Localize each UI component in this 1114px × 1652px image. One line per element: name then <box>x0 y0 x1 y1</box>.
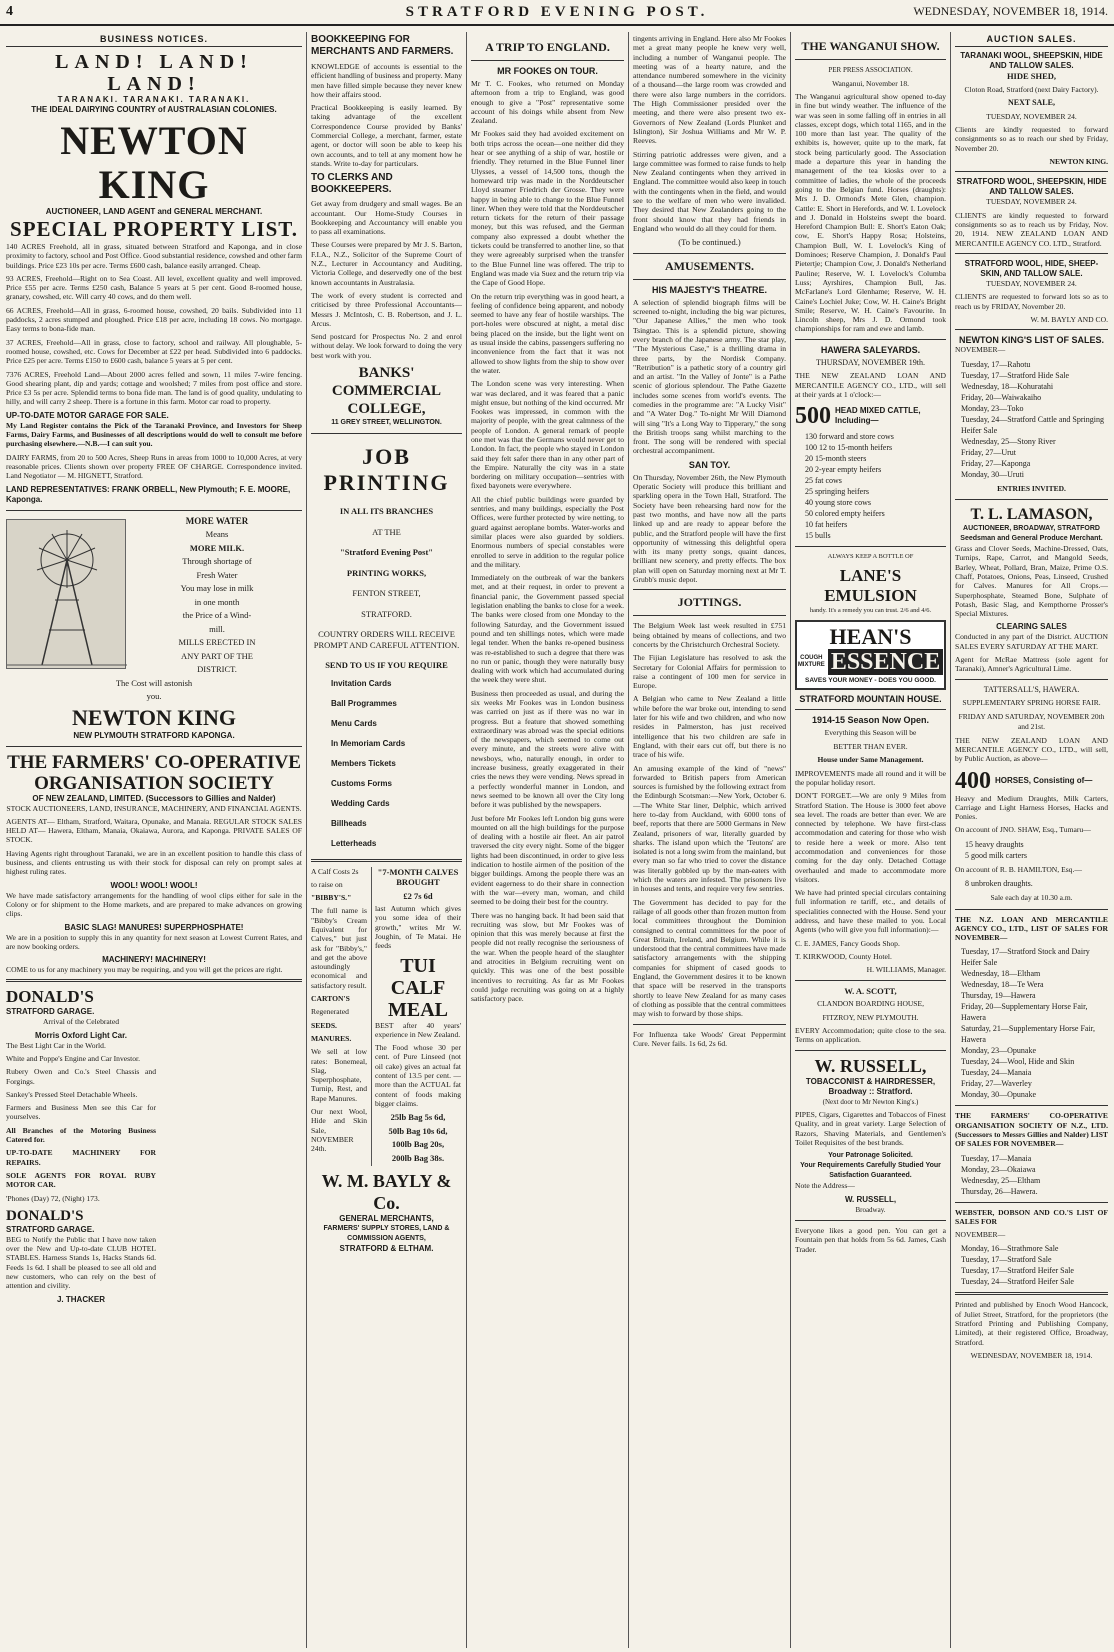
calf-left-line: MANURES. <box>311 1033 352 1043</box>
russell-text: PIPES, Cigars, Cigarettes and Tobaccos of Finest Quality, and in great variety. Large Selection of Razors, Shaving Materials, and Gentlemen's Toilet Requisites of the best brands. <box>795 1110 946 1148</box>
horses-label: HORSES, Consisting of— <box>995 775 1093 785</box>
bookkeeping-title: BOOKKEEPING FOR MERCHANTS AND FARMERS. <box>311 34 454 57</box>
calf-word: CALF <box>390 976 446 999</box>
column-wanganui-show <box>795 34 946 1646</box>
show-place: Wanganui, November 18. <box>832 78 909 88</box>
farmers-list-title: THE FARMERS' CO-OPERATIVE ORGANISATION SOCIETY OF N.Z., LTD. (Successors to Messrs Gillies and Nalder) LIST OF SALES FOR NOVEMBER— <box>955 1111 1108 1149</box>
column-rule <box>306 32 307 1648</box>
san-toy-title: SAN TOY. <box>688 459 731 470</box>
banks-college: BANKS' COMMERCIAL COLLEGE, <box>331 365 442 418</box>
water-line: MORE MILK. <box>189 542 245 553</box>
sale-item: Wednesday, 18—Kohuratahi <box>961 381 1054 391</box>
calf-right-line: BEST after 40 years' experience in New Zealand. <box>375 1020 461 1039</box>
horses-list-2 <box>965 878 1108 889</box>
theatre-text: A selection of splendid biograph films will be screened to-night, including the big war pictures, "Our Japanese Allies," the men who took Tsingtao. This is a splendid picture, showing every branch of the Japanese army. The star play, "The Mysterious Case," is a thrilling drama in three parts, by the Nordisk Company. "Retribution" is a pathetic story of a country girl and an artist. "In the Valley of Jonte" is a Pathe scenic of glorious splendour. The Pathe Gazette includes some scenes from world's events. The comedies in the programme are: "A Lucky Visit" and "A Water Dog." To-night Mr Will Diamond will sing "It's a Long Way to Tipperary," the song the British troops sang whilst marching to the front. The song will be rendered with special orchestral accompaniment. <box>633 297 786 456</box>
stratford-wool2-title: STRATFORD WOOL, HIDE, SHEEP-SKIN, AND TALLOW SALE. <box>964 258 1099 278</box>
dairy-line: THE IDEAL DAIRYING COUNTRY of AUSTRALASIAN COLONIES. <box>31 105 277 114</box>
newton-king-sales <box>961 359 1108 480</box>
land-register: My Land Register contains the Pick of the Taranaki Province, and Investors for Sheep Farms, Dairy Farms, and Businesses of all descriptions would do well to consult me before purchasing elsewhere.—N.B.—I can suit you. <box>6 420 302 449</box>
dairy-farms: DAIRY FARMS, from 20 to 500 Acres, Sheep Runs in areas from 1000 to 10,000 Acres, at very reasonable prices. Clients shown over property FREE OF CHARGE. Correspondence invited. Land Negotiator — M. HIGNETT, Stratford. <box>6 452 302 481</box>
garage-heading: STRATFORD GARAGE. <box>6 1007 95 1017</box>
next-sale-date: TUESDAY, NOVEMBER 24. <box>986 111 1077 121</box>
bayly-sig: W. M. BAYLY AND CO. <box>1030 314 1108 324</box>
machinery-text: COME to us for any machinery you may be requiring, and you will get the prices are right. <box>6 965 283 975</box>
job-item: Ball Programmes <box>331 698 397 708</box>
sale-item: Wednesday, 18—Te Wera <box>961 980 1044 990</box>
trip-paragraph: Mr Fookes said they had avoided excitement on both trips across the ocean—one neither did they hear or see anything of a ship of war, hostile or friendly. They returned in the Blue Funnel liner Ulysses, a vessel of 14,500 tons, though the homeward trip was made in the Norddeutscher Lloyd steamer Friedrich der Grosse. They were happy in being able to change to the Blue Funnel liner. When they were told that the Norddeutscher return tickets for the return of their passage money, but this was refused, and the German company also expressed a doubt whether the tickets could be transferred to another line, so that they were agreeably surprised when the transfer to the Blue Funnel line was offered. The trip to England was made via Suez and the return trip via the Cape of Good Hope. <box>471 129 624 288</box>
water-line: You may lose in milk <box>180 583 254 594</box>
water-line: Through shortage of <box>182 556 252 567</box>
scott-location: FITZROY, NEW PLYMOUTH. <box>822 1012 919 1022</box>
trip-title: A TRIP TO ENGLAND. <box>485 40 610 54</box>
listing: 66 ACRES, Freehold—All in grass, 6-roomed house, cowshed, 20 bails. Subdivided into 11 paddocks, 2 acres stumped and ploughed. Price £18 per acre, including 18 cows. No mortgage. Easy terms to bona-fide man. <box>6 305 302 334</box>
lanes-emulsion: LANE'S EMULSION <box>824 565 917 605</box>
horses-account: On account of JNO. SHAW, Esq., Tumaru— <box>955 825 1091 835</box>
sale-item: Monday, 23—Okaiawa <box>961 1164 1036 1174</box>
russell-name: W. RUSSELL, <box>814 1055 927 1076</box>
bookkeeping-text: KNOWLEDGE of accounts is essential to the efficient handling of business and property. Many men have filled simple because they never knew how their affairs stood. <box>311 62 462 99</box>
agent-text: Agent for McRae Mattress (sole agent for Taranaki), Amner's Agricultural Lime. <box>955 655 1108 674</box>
sale-item: Tuesday, 24—Wool, Hide and Skin <box>961 1057 1075 1067</box>
calf-left-line: CARTON'S <box>311 994 350 1004</box>
water-line: Fresh Water <box>196 569 238 580</box>
coop-text: Having Agents right throughout Taranaki, we are in an excellent position to handle this class of business, and clients entrusting us with their stock for disposal can rely on prompt sales at highest ruling rates. <box>6 848 302 877</box>
wool-text: We have made satisfactory arrangements for the handling of wool clips either for sale in the Colony or for shipment to the Home markets, and are prepared to make advances on growing clips. <box>6 890 302 919</box>
calf-right-line: "7-MONTH CALVES BROUGHT <box>377 866 459 888</box>
property-list-title: SPECIAL PROPERTY LIST. <box>10 217 298 241</box>
heans-sub: COUGH MIXTURE <box>797 655 825 669</box>
show-text: The Wanganui agricultural show opened to-day in fine but windy weather. The influence of the war was seen in some falling off in entries in all classes, except dogs, which total 1165, and in the 100 more than last year. The quality of the exhibits is, however, quite up to the mark, fat stock being particularly good. The Association made a departure this year in handing the management of the tea kiosks over to a committee of ladies, the whole of the proceeds going to the Belgian fund. Horses (draughts): Mrs J. D. Ormond's Mete Glen, champion. Cattle: E. Short in Herefords, and W. I. Lovelock and J. Donald in Holsteins swept the board. Hereford Champion Bull: E. Short's Eaton Oak; cow, E. Short's Happy Rosa; Holsteins, Champion Bull, W. I. Lovelock's King of Dominoes; Reserve Champion, J. Donald's Paul Pietertje; Champion Cow, J. Donald's Netherland Pauline; Reserve, W. I. Lovelock's Columba Luss; Ayrshires, Champion Bull, Jas. McFarlane's Lord Glenhame; Reserve, W. H. Caine's Lochiel Juke; Cow, W. H. Caine's Bright Smile; Reserve, W. H. Caine's Favourite. In Lincoln sheep, Mrs J. D. Ormond took championships for ram and ewe and lamb. <box>795 92 946 334</box>
horse-item: 8 unbroken draughts. <box>965 879 1033 888</box>
stratford-wool-title: STRATFORD WOOL, SHEEPSKIN, HIDE AND TALLOW SALES. <box>956 177 1107 197</box>
bookkeeping-text: Practical Bookkeeping is easily learned. By taking advantage of the excellent Correspondence Course provided by Banks' Commercial College, a merchant, farmer, estate agent, or doctor will soon be able to keep his own accounts, and to tell at any moment how he stands. Write to-day for particulars. <box>311 103 462 168</box>
horses-text: Heavy and Medium Draughts, Milk Carters, Carriage and Light Harness Horses, Hacks and Ponies. <box>955 793 1108 822</box>
fountain-pen-ad: Everyone likes a good pen. You can get a Fountain pen that holds from 5s 6d. James, Cash Trader. <box>795 1226 946 1254</box>
mountain-line: H. WILLIAMS, Manager. <box>866 965 946 975</box>
tattersall-title: TATTERSALL'S, HAWERA. <box>983 684 1080 694</box>
sale-item: Tuesday, 24—Stratford Heifer Sale <box>961 1277 1074 1287</box>
job-item: Invitation Cards <box>331 678 392 688</box>
machinery-heading: MACHINERY! MACHINERY! <box>102 955 206 965</box>
slag-text: We are in a position to supply this in any quantity for next season at Lowest Current Rates, and are now booking orders. <box>6 932 302 951</box>
russell-next: (Next door to Mr Newton King's.) <box>822 1097 919 1106</box>
water-line: MORE WATER <box>185 515 249 526</box>
season-open: 1914-15 Season Now Open. <box>811 715 930 726</box>
donald-text: SOLE AGENTS FOR ROYAL RUBY MOTOR CAR. <box>6 1170 156 1190</box>
donald-text: 'Phones (Day) 72, (Night) 173. <box>6 1193 100 1203</box>
sale-item: Friday, 27—Urut <box>961 447 1017 457</box>
bayly-subtitle: GENERAL MERCHANTS, <box>339 1214 434 1224</box>
clerks-text: The work of every student is corrected and criticised by three Professional Accountants—Messrs J. McIntosh, C. B. Robertson, and J. L. Arcus. <box>311 290 462 328</box>
imprint-date: WEDNESDAY, NOVEMBER 18, 1914. <box>970 1350 1093 1360</box>
lane-note: handy. It's a remedy you can trust. 2/6 and 4/6. <box>809 606 932 614</box>
job-printing-title: JOB PRINTING <box>323 444 450 496</box>
column-bookkeeping <box>311 34 462 1646</box>
jottings-title: JOTTINGS. <box>677 595 742 610</box>
job-line: SEND TO US IF YOU REQUIRE <box>325 660 448 671</box>
water-line: mill. <box>209 623 225 634</box>
page-number: 4 <box>6 4 13 19</box>
calf-left-line: Regenerated <box>311 1007 349 1017</box>
stratford-wool-text: CLIENTS are kindly requested to forward consignments so as to reach us by Friday, Nov. 20, 1914. NEW ZEALAND LOAN AND MERCANTILE AGENCY CO. LTD., Stratford. <box>955 210 1108 248</box>
newspaper-title: STRATFORD EVENING POST. <box>405 4 709 20</box>
job-items <box>331 674 462 854</box>
listing: 37 ACRES, Freehold—All in grass, close to factory, school and railway. All ploughable, 5-roomed house, cowshed, etc. Cows for December at £22 per head. Subdivided into 6 paddocks. Price £25 per acre. Terms £150 to £600 cash, balance 5 years at 5 per cent. <box>6 337 302 366</box>
newton-king-towns: NEW PLYMOUTH STRATFORD KAPONGA. <box>73 730 235 740</box>
jotting: The Government has decided to pay for the railage of all goods other than frozen mutton from local committees throughout the Dominion consigned to central committees for the poor of Great Britain, Ireland, and Belgium. While it is understood that the central committees have made satisfactory arrangements with the shipping companies for shipment of cased goods to England, the Government desires it to be known that space will be reserved in the transports shortly to leave New Zealand for as many cases of clothing as possible that the central committees may wish to forward by those ships. <box>633 897 786 1019</box>
cattle-item: 50 colored empty heifers <box>805 509 885 519</box>
webster-title: WEBSTER, DOBSON AND CO.'S LIST OF SALES FOR <box>955 1207 1108 1226</box>
heans-brand: HEAN'S <box>829 624 912 650</box>
sale-item: Thursday, 19—Hawera <box>961 991 1036 1001</box>
donald-text: Sankey's Pressed Steel Detachable Wheels. <box>6 1089 138 1099</box>
column-rule <box>466 32 467 1648</box>
listing: 93 ACRES, Freehold—Right on to Sea Coast. All level, excellent quality and well improved. Price £55 per acre. Terms £250 cash, Balance 5 years at 5 per cent. Good 8-roomed house, granary, cowshed, etc. Will carry 40 cows, and do them well. <box>6 273 302 302</box>
bayly-subtitle-3: STRATFORD & ELTHAM. <box>339 1244 434 1254</box>
section-header: BUSINESS NOTICES. <box>6 34 302 47</box>
firm-description: AUCTIONEER, LAND AGENT and GENERAL MERCHANT. <box>45 207 263 216</box>
trip-paragraph: On the return trip everything was in good heart, a feeling of confidence being apparent, and nobody seemed to have any fear of hostile warships. The port-holes were obscured at night, a metal disc being placed on the inside, but the light went on as usual inside the cabins, passengers suffering no inconvenience from the fact that it was not allowed to show lights from the ship to show over the water. <box>471 291 624 375</box>
scott-text: EVERY Accommodation; quite close to the sea. Terms on application. <box>795 1026 946 1045</box>
sale-item: Friday, 20—Supplementary Horse Fair, Hawera <box>961 1002 1088 1023</box>
sale-item: Tuesday, 17—Rahotu <box>961 359 1031 369</box>
nz-loan-sales <box>961 946 1108 1100</box>
column-auction-sales <box>955 34 1108 1646</box>
mountain-line: IMPROVEMENTS made all round and it will be the popular holiday resort. <box>795 768 946 787</box>
sale-item: Saturday, 21—Supplementary Horse Fair, Hawera <box>961 1024 1096 1045</box>
next-sale: NEXT SALE, <box>1008 98 1055 107</box>
meal-word: MEAL <box>388 998 448 1021</box>
russell-address-label: Note the Address— <box>795 1181 855 1191</box>
job-item: Letterheads <box>331 838 377 848</box>
water-line: you. <box>146 691 162 702</box>
clearing-sales: CLEARING SALES <box>996 622 1067 632</box>
cattle-list <box>805 431 946 541</box>
taranaki-line: TARANAKI. TARANAKI. TARANAKI. <box>57 95 251 104</box>
supp-text: THE NEW ZEALAND LOAN AND MERCANTILE AGENCY CO., LTD., will sell, by Public Auction, as above— <box>955 735 1108 764</box>
nz-loan-text: THE NEW ZEALAND LOAN AND MERCANTILE AGENCY CO., LTD., will sell at their yards at 1 o'clock:— <box>795 371 946 399</box>
job-item: Billheads <box>331 818 367 828</box>
russell-place: Broadway :: Stratford. <box>828 1086 913 1096</box>
sale-item: Friday, 20—Waiwakaiho <box>961 392 1042 402</box>
bayly-title: W. M. BAYLY & Co. <box>321 1171 452 1214</box>
donald-text: UP-TO-DATE MACHINERY FOR REPAIRS. <box>6 1148 156 1167</box>
column-rule <box>628 32 629 1648</box>
donald-text: White and Poppe's Engine and Car Investor. <box>6 1053 141 1063</box>
sale-item: Monday, 23—Opunake <box>961 1046 1037 1056</box>
water-line: in one month <box>194 596 240 607</box>
donald-text: Farmers and Business Men see this Car for yourselves. <box>6 1103 156 1122</box>
newton-king-list-title: NEWTON KING'S LIST OF SALES. <box>959 335 1104 346</box>
job-item: Customs Forms <box>331 778 392 788</box>
sale-item: Tuesday, 17—Stratford Stock and Dairy Heifer Sale <box>961 947 1090 968</box>
horses-list <box>965 839 1108 861</box>
cattle-item: 25 fat cows <box>805 476 842 486</box>
price-line: 50lb Bag 10s 6d, <box>388 1125 448 1136</box>
trip-paragraph: There was no hanging back. It had been said that recruiting was slow, but Mr Fookes was of opinion that this was merely because at first the people did not really recognise the seriousness of the war. When the people heard of the slaughter and atrocities in Belgium recruiting went on quickly. This was one of the best possible incentives to recruiting. As far as Mr Fookes could judge recruiting was going on at a highly satisfactory pace. <box>471 910 624 1004</box>
essence-word: ESSENCE <box>828 649 943 675</box>
coop-subtitle: OF NEW ZEALAND, LIMITED. (Successors to Gillies and Nalder) <box>32 793 276 803</box>
mountain-line: T. KIRKWOOD, County Hotel. <box>795 951 892 961</box>
column-rule <box>950 32 951 1648</box>
bayly-subtitle-2: FARMERS' SUPPLY STORES, LAND & COMMISSION AGENTS, <box>323 1225 450 1243</box>
clerks-text: Send postcard for Prospectus No. 2 and enrol without delay. We look forward to doing the very best work with you. <box>311 332 462 360</box>
scott-name: W. A. SCOTT, <box>844 985 897 996</box>
cattle-item: 25 springing heifers <box>805 487 869 497</box>
donald-text: Rubery Owen and Co.'s Steel Chassis and Forgings. <box>6 1067 156 1086</box>
sale-item: Tuesday, 17—Stratford Sale <box>961 1255 1052 1265</box>
cattle-item: 20 15-month steers <box>805 454 867 464</box>
horse-item: 5 good milk carters <box>965 850 1027 860</box>
hide-text: Clients are kindly requested to forward consignments so as to reach our shed by Friday, November 20. <box>955 125 1108 153</box>
sale-item: Tuesday, 17—Stratford Heifer Sale <box>961 1266 1074 1276</box>
webster-sales <box>961 1243 1108 1287</box>
job-line: AT THE <box>372 526 401 537</box>
sale-item: Monday, 30—Opunake <box>961 1090 1037 1100</box>
job-item: In Memoriam Cards <box>331 738 406 748</box>
windmill-ad <box>6 516 302 705</box>
newton-king-signature: NEWTON KING <box>71 704 236 730</box>
calf-left-line: Our next Wool, Hide and Skin Sale, NOVEMBER 24th. <box>311 1107 367 1154</box>
jotting: The Fijian Legislature has resolved to ask the Secretary for Colonial Affairs for permission to raise a contingent of 100 men for service in Europe. <box>633 653 786 691</box>
calf-left-line: A Calf Costs 2s <box>311 866 359 876</box>
newton-king-title: NEWTON KING <box>60 118 248 207</box>
mountain-line: House under Same Management. <box>817 755 924 765</box>
to-be-continued: (To be continued.) <box>678 237 741 248</box>
mountain-house-title: STRATFORD MOUNTAIN HOUSE. <box>799 694 942 705</box>
calf-left-line: The full name is "Bibby's Cream Equivalent for Calves," but just ask for "Bibby's," and get the above astoundingly economical and satisfactory result. <box>311 906 367 990</box>
cattle-item: 20 2-year empty heifers <box>805 465 882 475</box>
trip-subtitle: MR FOOKES ON TOUR. <box>497 66 598 76</box>
russell-signature: W. RUSSELL, <box>844 1194 897 1204</box>
stratford-wool2-date: TUESDAY, NOVEMBER 24. <box>986 278 1077 288</box>
newton-king-month: NOVEMBER— <box>955 345 1006 355</box>
column-rule <box>790 32 791 1648</box>
wool-heading: WOOL! WOOL! WOOL! <box>110 880 198 890</box>
sale-item: Tuesday, 17—Manaia <box>961 1153 1032 1163</box>
donalds-title-2: DONALD'S <box>6 1207 84 1224</box>
mountain-line: Everything this Season will be <box>824 728 917 738</box>
calf-right-line: £2 7s 6d <box>403 890 433 901</box>
water-line: ANY PART OF THE <box>181 650 253 661</box>
job-line: PRINTING WORKS, <box>346 567 427 578</box>
price-line: 200lb Bag 38s. <box>391 1152 445 1163</box>
russell-patronage: Your Patronage Solicited. <box>828 1152 913 1160</box>
head-count: 500 <box>795 403 831 430</box>
land-banner: LAND! LAND! LAND! <box>55 51 253 95</box>
amusements-title: AMUSEMENTS. <box>664 258 754 273</box>
clerks-title: TO CLERKS AND BOOKKEEPERS. <box>311 172 393 196</box>
mountain-line: DON'T FORGET.—We are only 9 Miles from Stratford Station. The House is 3000 feet above sea level. The roads are better than ever. We are connected by telephone. We have first-class accommodation and catering for those who wish to reside here a week or more. Also tent accommodation and conveniences for those coming for the day only. Detached Cottage overhauled and made to accommodate more visitors. <box>795 791 946 884</box>
water-line: MILLS ERECTED IN <box>178 637 256 648</box>
job-line: COUNTRY ORDERS WILL RECEIVE PROMPT AND CAREFUL ATTENTION. <box>313 629 460 650</box>
head-label: HEAD MIXED CATTLE, Including— <box>835 406 921 426</box>
slag-heading: BASIC SLAG! MANURES! SUPERPHOSPHATE! <box>64 922 244 932</box>
windmill-illustration <box>6 519 126 669</box>
wool-sales-title: TARANAKI WOOL, SHEEPSKIN, HIDE AND TALLOW SALES. <box>960 51 1103 70</box>
sale-item: Monday, 16—Strathmore Sale <box>961 1244 1059 1254</box>
water-line: The Cost will astonish <box>115 677 193 688</box>
oxford-line: Morris Oxford Light Car. <box>34 1030 127 1040</box>
jotting: A Belgian who came to New Zealand a little while before the war broke out, intending to send later for his wife and two children, and who now resides in Palmerston, has just received intelligence that his two children are safe in England, with their ears cut off, but there is no trace of his wife. <box>633 694 786 760</box>
lamason-text: Grass and Clover Seeds, Machine-Dressed, Oats, Turnips, Rape, Carrot, and Mangold Seeds, Barley, Wheat, Pollard, Bran, Maize, Prime O.S. Chaff, Potatoes, Onions, Peas, Linseed, Crushed for Calves. Manures for All Crops.—Superphosphate, Steamed Bone, Sulphate of Potash, Basic Slag, and Kempthorne Prosser's Special Mixtures. <box>955 544 1108 619</box>
coop-description: STOCK AUCTIONEERS, LAND, INSURANCE, MACHINERY, AND FINANCIAL AGENTS. <box>6 803 302 813</box>
job-item: Members Tickets <box>331 758 396 768</box>
lamason-sub: AUCTIONEER, BROADWAY, STRATFORD <box>963 525 1100 533</box>
stables-notice: BEG to Notify the Public that I have now taken over the New and Up-to-date CLUB HOTEL STABLES. Harness Stands 1s, Hacks Stands 6d. Feeds 1s 6d. I shall be pleased to see all old and new customers, who can rely on the best of attention and civility. <box>6 1234 156 1291</box>
sale-date: THURSDAY, NOVEMBER 19th. <box>816 357 925 367</box>
theatre-title: HIS MAJESTY'S THEATRE. <box>652 284 767 295</box>
show-byline: PER PRESS ASSOCIATION. <box>828 66 913 74</box>
trip-paragraph: Immediately on the outbreak of war the bankers met, and at their request, in order to prevent a financial panic, the Government passed special legislation enabling the banks to close for a week. The banks were closed from one Monday to the following Saturday, and the Government issued pound and ten shillings notes, which were made legal tender. When the banks re-opened business was re-established to such a degree that there was no run or panic, though they were naturally busy dealing with work which had accumulated during the week they were shut. <box>471 573 624 685</box>
tui-calf-meal-ad <box>371 867 461 1167</box>
saleyards-title: HAWERA SALEYARDS. <box>820 344 921 355</box>
russell-requirements: Your Requirements Carefully Studied Your Satisfaction Guaranteed. <box>800 1162 941 1180</box>
trip-paragraph: Business then proceeded as usual, and during the six weeks Mr Fookes was in London business was carried on just as if there was no war in progress. But a feature that showed something extraordinary was abroad was the special editions of the newspapers, which seemed to come out every minute, and the streets were alive with newsboys, who, naturally enough, in order to increase business, greatly exaggerated in their cries the news they were vending. News spread in a perfectly wonderful manner in London, and news seemed to be known all over the City long before it was published by the newspapers. <box>471 688 624 810</box>
trip-paragraph: Just before Mr Fookes left London big guns were mounted on all the high buildings for the purpose of dealing with a hostile air fleet. An air patrol traversed the city every night. Some of the bigger lights had been discontinued, in order to give less indication to hostile airmen of the position of the bigger buildings. Among the people there was an evident eagerness to do their share in connection with the war—every man, woman, and child seemed to be doing their best for the country. <box>471 813 624 907</box>
hide-shed: HIDE SHED, <box>1006 71 1057 81</box>
calf-left-line: We sell at low rates: Bonemeal, Slag, Superphosphate, Turnip, Rest, and Rape Manures. <box>311 1047 367 1103</box>
listing: 7376 ACRES, Freehold Land—About 2000 acres felled and sown, 11 miles 7-wire fencing. Good shearing plant, dip and yards; cottage and woolshed; 7 miles from post office and store. Price £3 5s per acre. Splendid terms to bona fide man. The land is of good quality, undulating to hilly, and will carry 2 sheep. There is a fortune in this farm. Motor car road to property. <box>6 369 302 407</box>
column-trip-to-england <box>471 34 624 1646</box>
newton-king-sig: NEWTON KING. <box>1049 156 1108 166</box>
sale-item: Tuesday, 24—Manaia <box>961 1068 1032 1078</box>
sale-item: Wednesday, 25—Stony River <box>961 436 1056 446</box>
trip-continued: Stirring patriotic addresses were given, and a large committee was formed to raise funds to help New Zealand contingents when they arrived in England. The committee would also keep in touch with the contingents when in the field, and would see to the welfare of men who were invalided. They desired that New Zealanders going to the front should know that they had friends in England who would do all they could for them. <box>633 149 786 233</box>
calf-left-line: to raise on <box>311 879 343 889</box>
supp-title: SUPPLEMENTARY SPRING HORSE FAIR. <box>962 698 1101 708</box>
horse-item: 15 heavy draughts <box>965 839 1024 849</box>
horses-count: 400 <box>955 767 991 794</box>
mountain-line: We have had printed special circulars containing full information re tariff, etc., and details of specialities connected with the House. Send your address, and have these mailed to you. Local Agents (who will give you full information):— <box>795 888 946 935</box>
water-line: the Price of a Wind- <box>182 610 252 621</box>
imprint: Printed and published by Enoch Wood Hancock, of Juliet Street, Stratford, for the proprietors (the Stratford Printing and Publishing Company, Limited), at their registered Office, Broadway, Stratford. <box>955 1300 1108 1347</box>
arrival-line: Arrival of the Celebrated <box>42 1017 120 1027</box>
water-line: DISTRICT. <box>197 664 237 675</box>
column-business-notices <box>6 34 302 1646</box>
stratford-wool2-text: CLIENTS are requested to forward lots so as to reach us by FRIDAY, November 20. <box>955 292 1108 311</box>
sale-item: Friday, 27—Kaponga <box>961 458 1031 468</box>
farmers-sales <box>961 1153 1108 1197</box>
supp-date: FRIDAY AND SATURDAY, NOVEMBER 20th and 21st. <box>958 711 1105 732</box>
trip-paragraph: The London scene was very interesting. When war was declared, and it was feared that a panic might ensue, but nothing of the kind occurred. Mr Fookes was impressed, in common with the majority of people, with the great calmness of the people of London. A general remark of people one met was that the Germans would never get to London. In fact, the people who stayed in London said they felt safer there than in any other part of the Empire. Naturally the city was in a state bordering on military occupation—sentries with fixed bayonets were everywhere. <box>471 379 624 491</box>
listing: 140 ACRES Freehold, all in grass, situated between Stratford and Kaponga, and in close proximity to factory, school and Post Office. Good substantial residence, cowshed and other farm buildings. Price £23 10s per acre. Terms £600 cash, balance easily arranged. Cheap. <box>6 242 302 270</box>
san-toy-text: On Thursday, November 26th, the New Plymouth Operatic Society will produce this brilliant and sparkling opera in the Town Hall, Stratford. The Society have been rehearsing hard now for the past two months, and have now all the parts linked up and are ready to appear before the public, and the Stratford people will have the first opportunity of witnessing this delightful opera with its many pretty songs, quaint dances, brilliant new scenery, and pretty effects. The box plan will open on Saturday morning next at Mr T. Grubb's music depot. <box>633 472 786 585</box>
lane-tagline: ALWAYS KEEP A BOTTLE OF <box>827 553 914 561</box>
sale-item: Monday, 23—Toko <box>961 403 1024 413</box>
heans-tagline: SAVES YOUR MONEY - DOES YOU GOOD. <box>805 677 936 685</box>
water-line: Means <box>205 529 229 540</box>
scott-house: CLANDON BOARDING HOUSE, <box>817 999 924 1009</box>
calf-left-line: "BIBBY'S." <box>311 893 352 903</box>
sale-item: Monday, 30—Uruti <box>961 469 1025 479</box>
donald-text: The Best Light Car in the World. <box>6 1040 106 1050</box>
calf-left-line: SEEDS. <box>311 1020 337 1030</box>
sale-item: Friday, 27—Waverley <box>961 1079 1032 1089</box>
cattle-item: 10 fat heifers <box>805 520 848 530</box>
banks-address: 11 GREY STREET, WELLINGTON. <box>331 419 442 427</box>
heans-essence-ad <box>795 620 946 690</box>
russell-broadway: Broadway. <box>855 1205 886 1214</box>
issue-date: WEDNESDAY, NOVEMBER 18, 1914. <box>913 4 1108 18</box>
trip-continued: tingents arriving in England. Here also Mr Fookes met a great many people he knew very well, including a number of Wanganui people. The meeting was of a hearty nature, and the attendance numbered somewhere in the vicinity of a thousand—the large room was crowded and there were also large numbers in the corridors. The High Commissioner presided over the meeting, and there were also present two ex-Governors of New Zealand (Lords Plunket and Islington), Sir Joshua Williams and Mr W. P. Reeves. <box>633 34 786 146</box>
coop-title: THE FARMERS' CO-OPERATIVE ORGANISATION SOCIETY <box>7 751 301 794</box>
calf-right-line: The Food whose 30 per cent. of Pure Linseed (not oil cake) gives an actual fat content of 13.5 per cent. —more than the ACTUAL fat content of foods making bigger claims. <box>375 1043 461 1108</box>
sale-item: Tuesday, 17—Stratford Hide Sale <box>961 370 1070 380</box>
section-header: AUCTION SALES. <box>955 34 1108 47</box>
tui-word: TUI <box>400 954 436 977</box>
job-item: Menu Cards <box>331 718 377 728</box>
jotting: An amusing example of the kind of "news" forwarded to British papers from American sources is furnished by the following extract from the Edinburgh Scotsman:—New York, October 6.—The White Star liner, Delphic, which arrived here to-day from Auckland, with 6000 tons of beef, reports that there are 5000 Germans in New Zealand, prisoners of war, literally guarded by sharks. The island upon which the 'Teutons' are isolated is not a long swim from the mainland, but every man so far who tried to cover the distance was literally gobbled up by the man-eaters with which the waters are infested. The prisoners live in houses and tents, and require very few sentries. <box>633 763 786 894</box>
cattle-item: 130 forward and store cows <box>805 432 894 442</box>
job-line: STRATFORD. <box>361 608 412 619</box>
clearing-text: Conducted in any part of the District. AUCTION SALES EVERY SATURDAY AT THE MART. <box>955 632 1108 651</box>
price-line: 100lb Bag 20s, <box>391 1139 445 1150</box>
entries-invited: ENTRIES INVITED. <box>997 483 1066 493</box>
land-representatives: LAND REPRESENTATIVES: FRANK ORBELL, New Plymouth; F. E. MOORE, Kaponga. <box>6 484 291 504</box>
horses-account-2: On account of R. B. HAMILTON, Esq.— <box>955 864 1082 874</box>
bibbys-ad <box>311 867 367 1167</box>
sale-item: Thursday, 26—Hawera. <box>961 1186 1038 1196</box>
lamason-name: T. L. LAMASON, <box>970 506 1093 524</box>
cattle-item: 100 12 to 15-month heifers <box>805 443 893 453</box>
masthead <box>0 0 1114 26</box>
clerks-text: Get away from drudgery and small wages. Be an accountant. Our Home-Study Courses in Bookkeeping and Accountancy will enable you to pass all examinations. <box>311 199 462 237</box>
webster-month: NOVEMBER— <box>955 1230 1006 1240</box>
stratford-wool-date: TUESDAY, NOVEMBER 24. <box>986 197 1077 207</box>
jotting: The Belgium Week last week resulted in £751 being obtained by means of collections, and two concerts by the Christchurch Orchestral Society. <box>633 621 786 649</box>
calf-right-line: last Autumn which gives you some idea of their growth," writes Mr W. Joughin, of Te Matai. He feeds <box>375 904 461 951</box>
lamason-sub2: Seedsman and General Produce Merchant. <box>960 535 1103 543</box>
sale-item: Tuesday, 24—Stratford Cattle and Springing Heifer Sale <box>961 414 1104 435</box>
hide-shed-address: Cloton Road, Stratford (next Dairy Factory). <box>964 84 1099 94</box>
coop-agents: AGENTS AT— Eltham, Stratford, Waitara, Opunake, and Manaia. REGULAR STOCK SALES HELD AT— Hawera, Eltham, Manaia, Okaiawa, Aurora, and Kaponga. PRIVATE SALES OF STOCK. <box>6 816 302 845</box>
column-amusements <box>633 34 786 1646</box>
russell-trade: TOBACCONIST & HAIRDRESSER, <box>805 1076 936 1086</box>
donald-text: All Branches of the Motoring Business Catered for. <box>6 1125 156 1145</box>
influenza-ad: For Influenza take Woods' Great Peppermint Cure. Never fails. 1s 6d, 2s 6d. <box>633 1029 786 1048</box>
sale-item: Wednesday, 25—Eltham <box>961 1175 1041 1185</box>
donalds-title: DONALD'S <box>6 987 94 1007</box>
nz-loan-list-title: THE N.Z. LOAN AND MERCANTILE AGENCY CO., LTD., LIST OF SALES FOR NOVEMBER— <box>955 914 1108 943</box>
sale-start: Sale each day at 10.30 a.m. <box>990 893 1073 902</box>
cattle-item: 15 bulls <box>805 531 831 541</box>
job-line: IN ALL ITS BRANCHES <box>339 506 434 517</box>
garage-heading-2: STRATFORD GARAGE. <box>6 1224 95 1234</box>
sale-item: Wednesday, 18—Eltham <box>961 969 1041 979</box>
cattle-item: 40 young store cows <box>805 498 871 508</box>
motor-garage: UP-TO-DATE MOTOR GARAGE FOR SALE. <box>6 410 169 420</box>
price-line: 25lb Bag 5s 6d, <box>390 1112 446 1123</box>
thacker-signature: J. THACKER <box>56 1294 105 1304</box>
mountain-line: C. E. JAMES, Fancy Goods Shop. <box>795 938 900 948</box>
job-line: FENTON STREET, <box>352 588 421 599</box>
trip-paragraph: All the chief public buildings were guarded by sentries, and many buildings, especially the Post Offices, were further protected by wire netting, to guard against aeroplane bombs. Water-works and similar places were also guarded by soldiers. Enormous numbers of special constables were enrolled to serve in addition to the regular police and the military. <box>471 494 624 569</box>
clerks-text: These Courses were prepared by Mr J. S. Barton, F.I.A., N.Z., Solicitor of the Supreme Court of N.Z., Lecturer in Accountancy and Auditing, Victoria College, and deservedly one of the best known accountants in Australasia. <box>311 240 462 287</box>
job-item: Wedding Cards <box>331 798 390 808</box>
trip-paragraph: Mr T. C. Fookes, who returned on Monday afternoon from a trip to England, was good enough to give a "Post" representative some account of his doings while absent from New Zealand. <box>471 79 624 126</box>
job-line: "Stratford Evening Post" <box>339 547 434 558</box>
show-title: THE WANGANUI SHOW. <box>801 39 940 53</box>
mountain-line: BETTER THAN EVER. <box>833 741 908 751</box>
